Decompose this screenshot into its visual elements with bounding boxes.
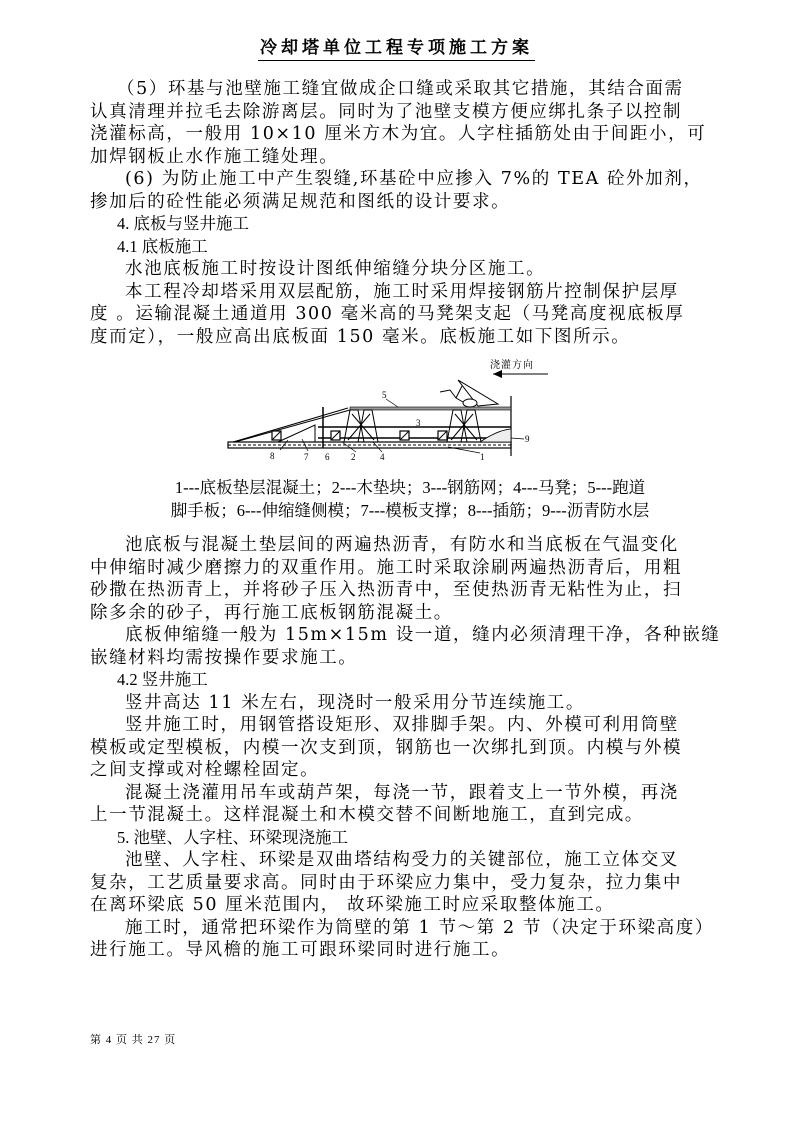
paragraph-6 [90,168,730,213]
text-line: 底板伸缩缝一般为 15m×15m 设一道，缝内必须清理干净，各种嵌缝 [125,625,721,645]
text-line: 池壁、人字柱、环梁是双曲塔结构受力的关键部位，施工立体交叉 [125,850,679,870]
figure-caption [90,476,730,522]
svg-text:4: 4 [380,452,385,462]
paragraph-5 [90,78,730,168]
text-line: 度而定），一般应高出底板面 150 毫米。底板施工如下图所示。 [90,326,631,347]
text-line: 竖井施工时，用钢管搭设矩形、双排脚手架。内、外模可利用筒壁 [125,715,679,735]
document-body [90,78,730,962]
text-line: 混凝土浇灌用吊车或葫芦架，每浇一节，跟着支上一节外模，再浇 [125,782,679,803]
caption-line: 脚手板；6---伸缩缝侧模；7---模板支撑；8---插筋；9---沥青防水层 [170,501,650,520]
text-line: 池底板与混凝土垫层间的两遍热沥青，有防水和当底板在气温变化 [125,535,679,555]
svg-text:7: 7 [304,452,309,462]
direction-arrow-icon [493,370,502,378]
document-title: 冷却塔单位工程专项施工方案 [258,38,535,61]
text-line: 施工时，通常把环梁作为筒壁的第 1 节～第 2 节（决定于环梁高度） [125,917,714,938]
text-line: 掺加后的砼性能必须满足规范和图纸的设计要求。 [90,191,511,212]
text-line: 复杂，工艺质量要求高。同时由于环梁应力集中，受力复杂，拉力集中 [90,872,683,893]
text-line: 中伸缩时减少磨擦力的双重作用。施工时采取涂刷两遍热沥青后，用粗 [90,557,683,578]
text-line: 度 。运输混凝土通道用 300 毫米高的马凳架支起（马凳高度视底板厚 [90,304,685,324]
document-header [0,38,793,61]
text-line: 模板或定型模板，内模一次支到顶，钢筋也一次绑扎到顶。内模与外模 [90,737,683,758]
paragraph-4-1-a [90,258,730,281]
svg-text:6: 6 [325,452,330,462]
text-line: 进行施工。导风檐的施工可跟环梁同时进行施工。 [90,940,511,960]
section-heading-4-1: 4.1 底板施工 [117,236,208,256]
text-line: 在离环梁底 50 厘米范围内， 故环梁施工时应采取整体施工。 [90,895,615,915]
text-line: 砂撒在热沥青上，并将砂子压入热沥青中，至使热沥青无粘性为止，扫 [90,580,683,600]
paragraph-4-2-b [90,714,730,782]
text-line: 水池底板施工时按设计图纸伸缩缝分块分区施工。 [125,259,546,279]
section-heading-4: 4. 底板与竖井施工 [117,214,249,233]
section-heading-4-2: 4.2 竖井施工 [117,670,208,689]
paragraph-5-a [90,849,730,917]
text-line: 浇灌标高，一般用 10×10 厘米方木为宜。人字柱插筋处由于间距小，可 [90,124,707,144]
paragraph-5-b [90,917,730,962]
paragraph-4-2-a [90,692,730,715]
page-footer: 第 4 页 共 27 页 [90,1034,177,1046]
paragraph-4-1-b [90,281,730,349]
text-line: 认真清理并拉毛去除游离层。同时为了池壁支模方便应绑扎条子以控制 [90,101,683,122]
text-line: 嵌缝材料均需按操作要求施工。 [90,647,358,668]
svg-text:9: 9 [525,434,530,444]
text-line: 除多余的砂子，再行施工底板钢筋混凝土。 [90,602,453,623]
svg-text:3: 3 [416,418,421,428]
text-line: 加焊钢板止水作施工缝处理。 [90,146,339,167]
svg-text:2: 2 [351,452,356,462]
paragraph-4-1-c [90,534,730,624]
text-line: 上一节混凝土。这样混凝土和木模交替不间断地施工，直到完成。 [90,805,644,825]
text-line: 竖井高达 11 米左右，现浇时一般采用分节连续施工。 [125,692,585,713]
svg-text:8: 8 [270,451,275,461]
text-line: 本工程冷却塔采用双层配筋，施工时采用焊接钢筋片控制保护层厚 [125,281,679,302]
paragraph-4-1-d [90,624,730,669]
floor-slab-diagram [218,354,548,472]
caption-line: 1---底板垫层混凝土；2---木垫块；3---钢筋网；4---马凳；5---跑道 [174,478,646,497]
paragraph-4-2-c [90,782,730,827]
svg-text:5: 5 [382,390,387,400]
svg-text:1: 1 [480,452,485,462]
text-line: (6) 为防止施工中产生裂缝,环基砼中应掺入 7%的 TEA 砼外加剂， [125,169,703,189]
text-line: 之间支撑或对栓螺栓固定。 [90,760,320,780]
section-heading-5: 5. 池壁、人字柱、环梁现浇施工 [117,827,348,847]
floor-slab-construction-figure [90,354,730,472]
direction-label: 浇灌方向 [490,360,534,371]
text-line: （5）环基与池壁施工缝宜做成企口缝或采取其它措施，其结合面需 [117,79,684,99]
